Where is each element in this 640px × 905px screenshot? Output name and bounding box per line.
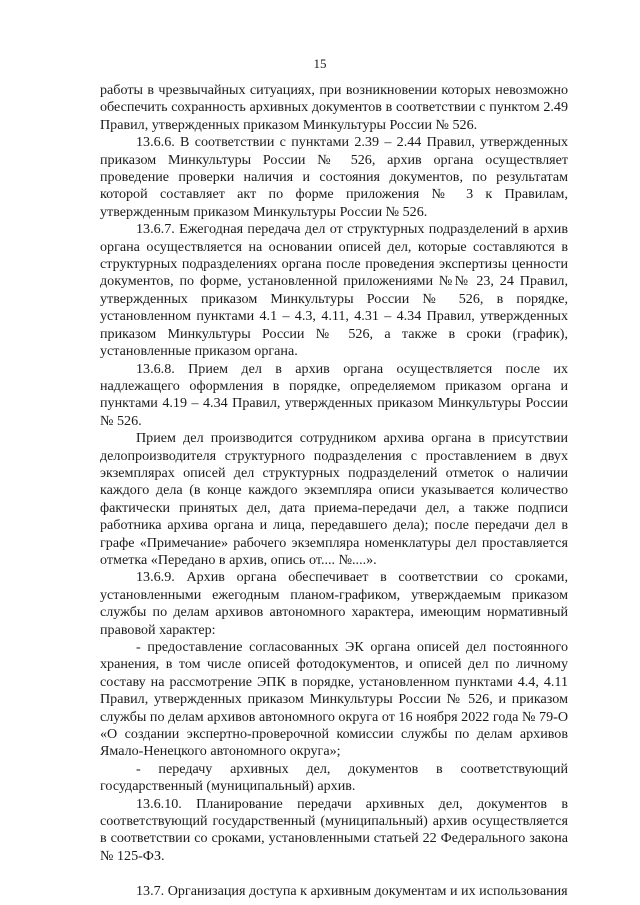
list-item-submission: - предоставление согласованных ЭК органа описей дел постоянного хранения, в том числе описей фотодокументов, и описей дел по личному составу на рассмотрение ЭПК в порядке, установленном пунктами 4.4, 4.11 Правил, утвержденных приказом Минкультуры России № 526, и приказом службы по делам архивов автономного округа от 16 ноября 2022 года № 79-О «О создании экспертно-проверочной комиссии службы по делам архивов Ямало-Ненецкого автономного округа»; [100,639,568,760]
section-heading-13-7: 13.7. Организация доступа к архивным документам и их использования [136,883,568,900]
paragraph-13-6-8: 13.6.8. Прием дел в архив органа осуществляется после их надлежащего оформления в порядке, определяемом приказом органа и пунктами 4.19 – 4.34 Правил, утвержденных приказом Минкультуры России № 526. [100,360,568,429]
paragraph-continuation: работы в чрезвычайных ситуациях, при возникновении которых невозможно обеспечить сохранность архивных документов в соответствии с пунктом 2.49 Правил, утвержденных приказом Минкультуры России № 526. [100,82,568,133]
paragraph-13-6-6: 13.6.6. В соответствии с пунктами 2.39 – 2.44 Правил, утвержденных приказом Минкультуры России № 526, архив органа осуществляет проведение проверки наличия и состояния документов, по результатам которой составляет акт по форме приложения № 3 к Правилам, утвержденным приказом Минкультуры России № 526. [100,134,568,220]
list-item-transfer: - передачу архивных дел, документов в соответствующий государственный (муниципальный) архив. [100,760,568,795]
paragraph-13-6-8-acceptance: Прием дел производится сотрудником архива органа в присутствии делопроизводителя структурного подразделения с проставлением в двух экземплярах описей дел структурных подразделений отметок о наличии каждого дела (в конце каждого экземпляра описи указывается количество фактически принятых дел, дата приема-передачи дел, а также подписи работника архива органа и лица, передавшего дела); после передачи дел в графе «Примечание» рабочего экземпляра номенклатуры дел проставляется отметка «Передано в архив, опись от.... №....». [100,430,568,568]
paragraph-13-6-10: 13.6.10. Планирование передачи архивных дел, документов в соответствующий государственный (муниципальный) архив осуществляется в соответствии со сроками, установленными статьей 22 Федерального закона № 125-ФЗ. [100,795,568,864]
page-number: 15 [313,56,327,71]
paragraph-13-6-9: 13.6.9. Архив органа обеспечивает в соответствии со сроками, установленными ежегодным планом-графиком, утверждаемым приказом службы по делам архивов автономного характера, имеющим нормативный правовой характер: [100,569,568,638]
paragraph-13-6-7: 13.6.7. Ежегодная передача дел от структурных подразделений в архив органа осуществляется на основании описей дел, которые составляются в структурных подразделениях органа после проведения экспертизы ценности документов, по форме, установленной приложениями №№ 23, 24 Правил, утвержденных приказом Минкультуры России № 526, в порядке, установленном пунктами 4.1 – 4.3, 4.11, 4.31 – 4.34 Правил, утвержденных приказом Минкультуры России № 526, а также в сроки (график), установленные приказом органа. [100,221,568,360]
document-body [100,82,568,901]
